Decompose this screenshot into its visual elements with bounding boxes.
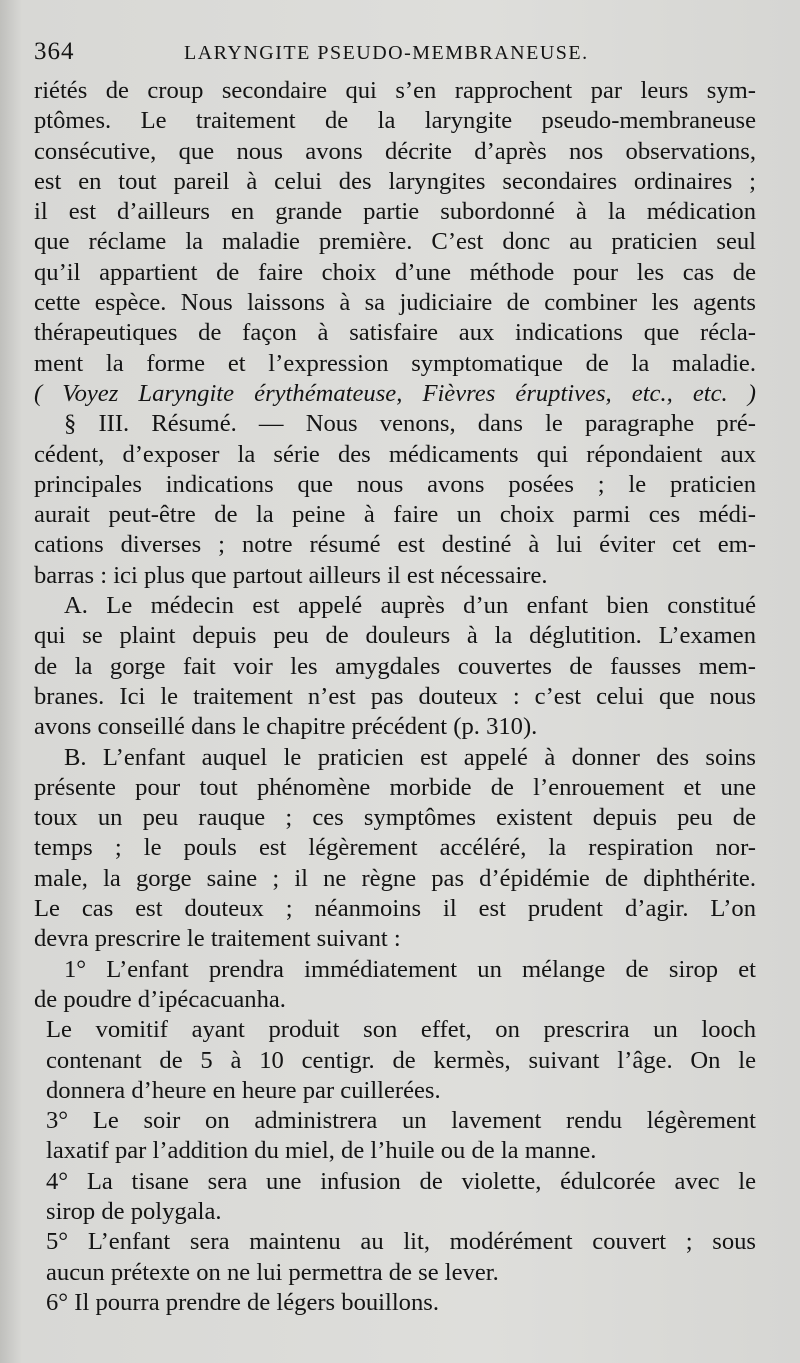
text-line: est en tout pareil à celui des laryngites secondaires ordinaires ;	[34, 167, 756, 195]
text-line: que réclame la maladie première. C’est donc au praticien seul	[34, 228, 756, 256]
case-b-line: B. L’enfant auquel le praticien est appelé à donner des soins	[64, 743, 756, 771]
text-line: consécutive, que nous avons décrite d’après nos observations,	[34, 137, 756, 165]
text-line: thérapeutiques de façon à satisfaire aux indications que récla-	[34, 319, 756, 347]
text-line: cette espèce. Nous laissons à sa judiciaire de combiner les agents	[34, 289, 756, 317]
case-a-line: A. Le médecin est appelé auprès d’un enfant bien constitué	[64, 592, 756, 620]
prescription-item-5: 5° L’enfant sera maintenu au lit, modérément couvert ; sous	[46, 1228, 756, 1256]
prescription-item-3: 3° Le soir on administrera un lavement rendu légèrement	[46, 1107, 756, 1135]
text-line: contenant de 5 à 10 centigr. de kermès, suivant l’âge. On le	[46, 1046, 756, 1074]
text-line: sirop de polygala.	[46, 1197, 222, 1225]
text-line: barras : ici plus que partout ailleurs il est nécessaire.	[34, 561, 548, 589]
section-heading-line: § III. Résumé. — Nous venons, dans le paragraphe pré-	[64, 410, 756, 438]
page-number: 364	[34, 38, 75, 65]
text-line: ment la forme et l’expression symptomatique de la maladie.	[34, 349, 756, 377]
text-line: temps ; le pouls est légèrement accéléré, la respiration nor-	[34, 834, 756, 862]
text-line: ptômes. Le traitement de la laryngite pseudo-membraneuse	[34, 107, 756, 135]
text-line: male, la gorge saine ; il ne règne pas d’épidémie de diphthérite.	[34, 864, 756, 892]
text-line: donnera d’heure en heure par cuillerées.	[46, 1076, 441, 1104]
text-line: il est d’ailleurs en grande partie subordonné à la médication	[34, 198, 756, 226]
text-line: principales indications que nous avons posées ; le praticien	[34, 470, 756, 498]
text-line: présente pour tout phénomène morbide de l’enrouement et une	[34, 773, 756, 801]
text-line: de poudre d’ipécacuanha.	[34, 985, 286, 1013]
prescription-item-1: 1° L’enfant prendra immédiatement un mélange de sirop et	[64, 955, 756, 983]
text-line-reference: ( Voyez Laryngite érythémateuse, Fièvres éruptives, etc., etc. )	[34, 379, 756, 407]
text-line: riétés de croup secondaire qui s’en rapprochent par leurs sym-	[34, 77, 756, 104]
prescription-item-2: Le vomitif ayant produit son effet, on prescrira un looch	[46, 1016, 756, 1044]
running-title: LARYNGITE PSEUDO-MEMBRANEUSE.	[184, 42, 589, 64]
text-line: Le cas est douteux ; néanmoins il est prudent d’agir. L’on	[34, 895, 756, 923]
text-line: laxatif par l’addition du miel, de l’huile ou de la manne.	[46, 1137, 597, 1165]
text-line: de la gorge fait voir les amygdales couvertes de fausses mem-	[34, 652, 756, 680]
text-line: cations diverses ; notre résumé est destiné à lui éviter cet em-	[34, 531, 756, 559]
text-line: cédent, d’exposer la série des médicaments qui répondaient aux	[34, 440, 756, 468]
page-header	[34, 38, 760, 72]
text-line: aucun prétexte on ne lui permettra de se lever.	[46, 1258, 499, 1286]
body-text	[34, 76, 756, 1318]
prescription-item-4: 4° La tisane sera une infusion de violette, édulcorée avec le	[46, 1167, 756, 1195]
prescription-item-6: 6° Il pourra prendre de légers bouillons.	[46, 1288, 439, 1316]
text-line: aurait peut-être de la peine à faire un choix parmi ces médi-	[34, 501, 756, 529]
text-line: avons conseillé dans le chapitre précédent (p. 310).	[34, 713, 538, 741]
text-line: branes. Ici le traitement n’est pas douteux : c’est celui que nous	[34, 682, 756, 710]
text-line: toux un peu rauque ; ces symptômes existent depuis peu de	[34, 804, 756, 832]
text-line: qu’il appartient de faire choix d’une méthode pour les cas de	[34, 258, 756, 286]
text-line: qui se plaint depuis peu de douleurs à la déglutition. L’examen	[34, 622, 756, 650]
text-line: devra prescrire le traitement suivant :	[34, 925, 401, 953]
